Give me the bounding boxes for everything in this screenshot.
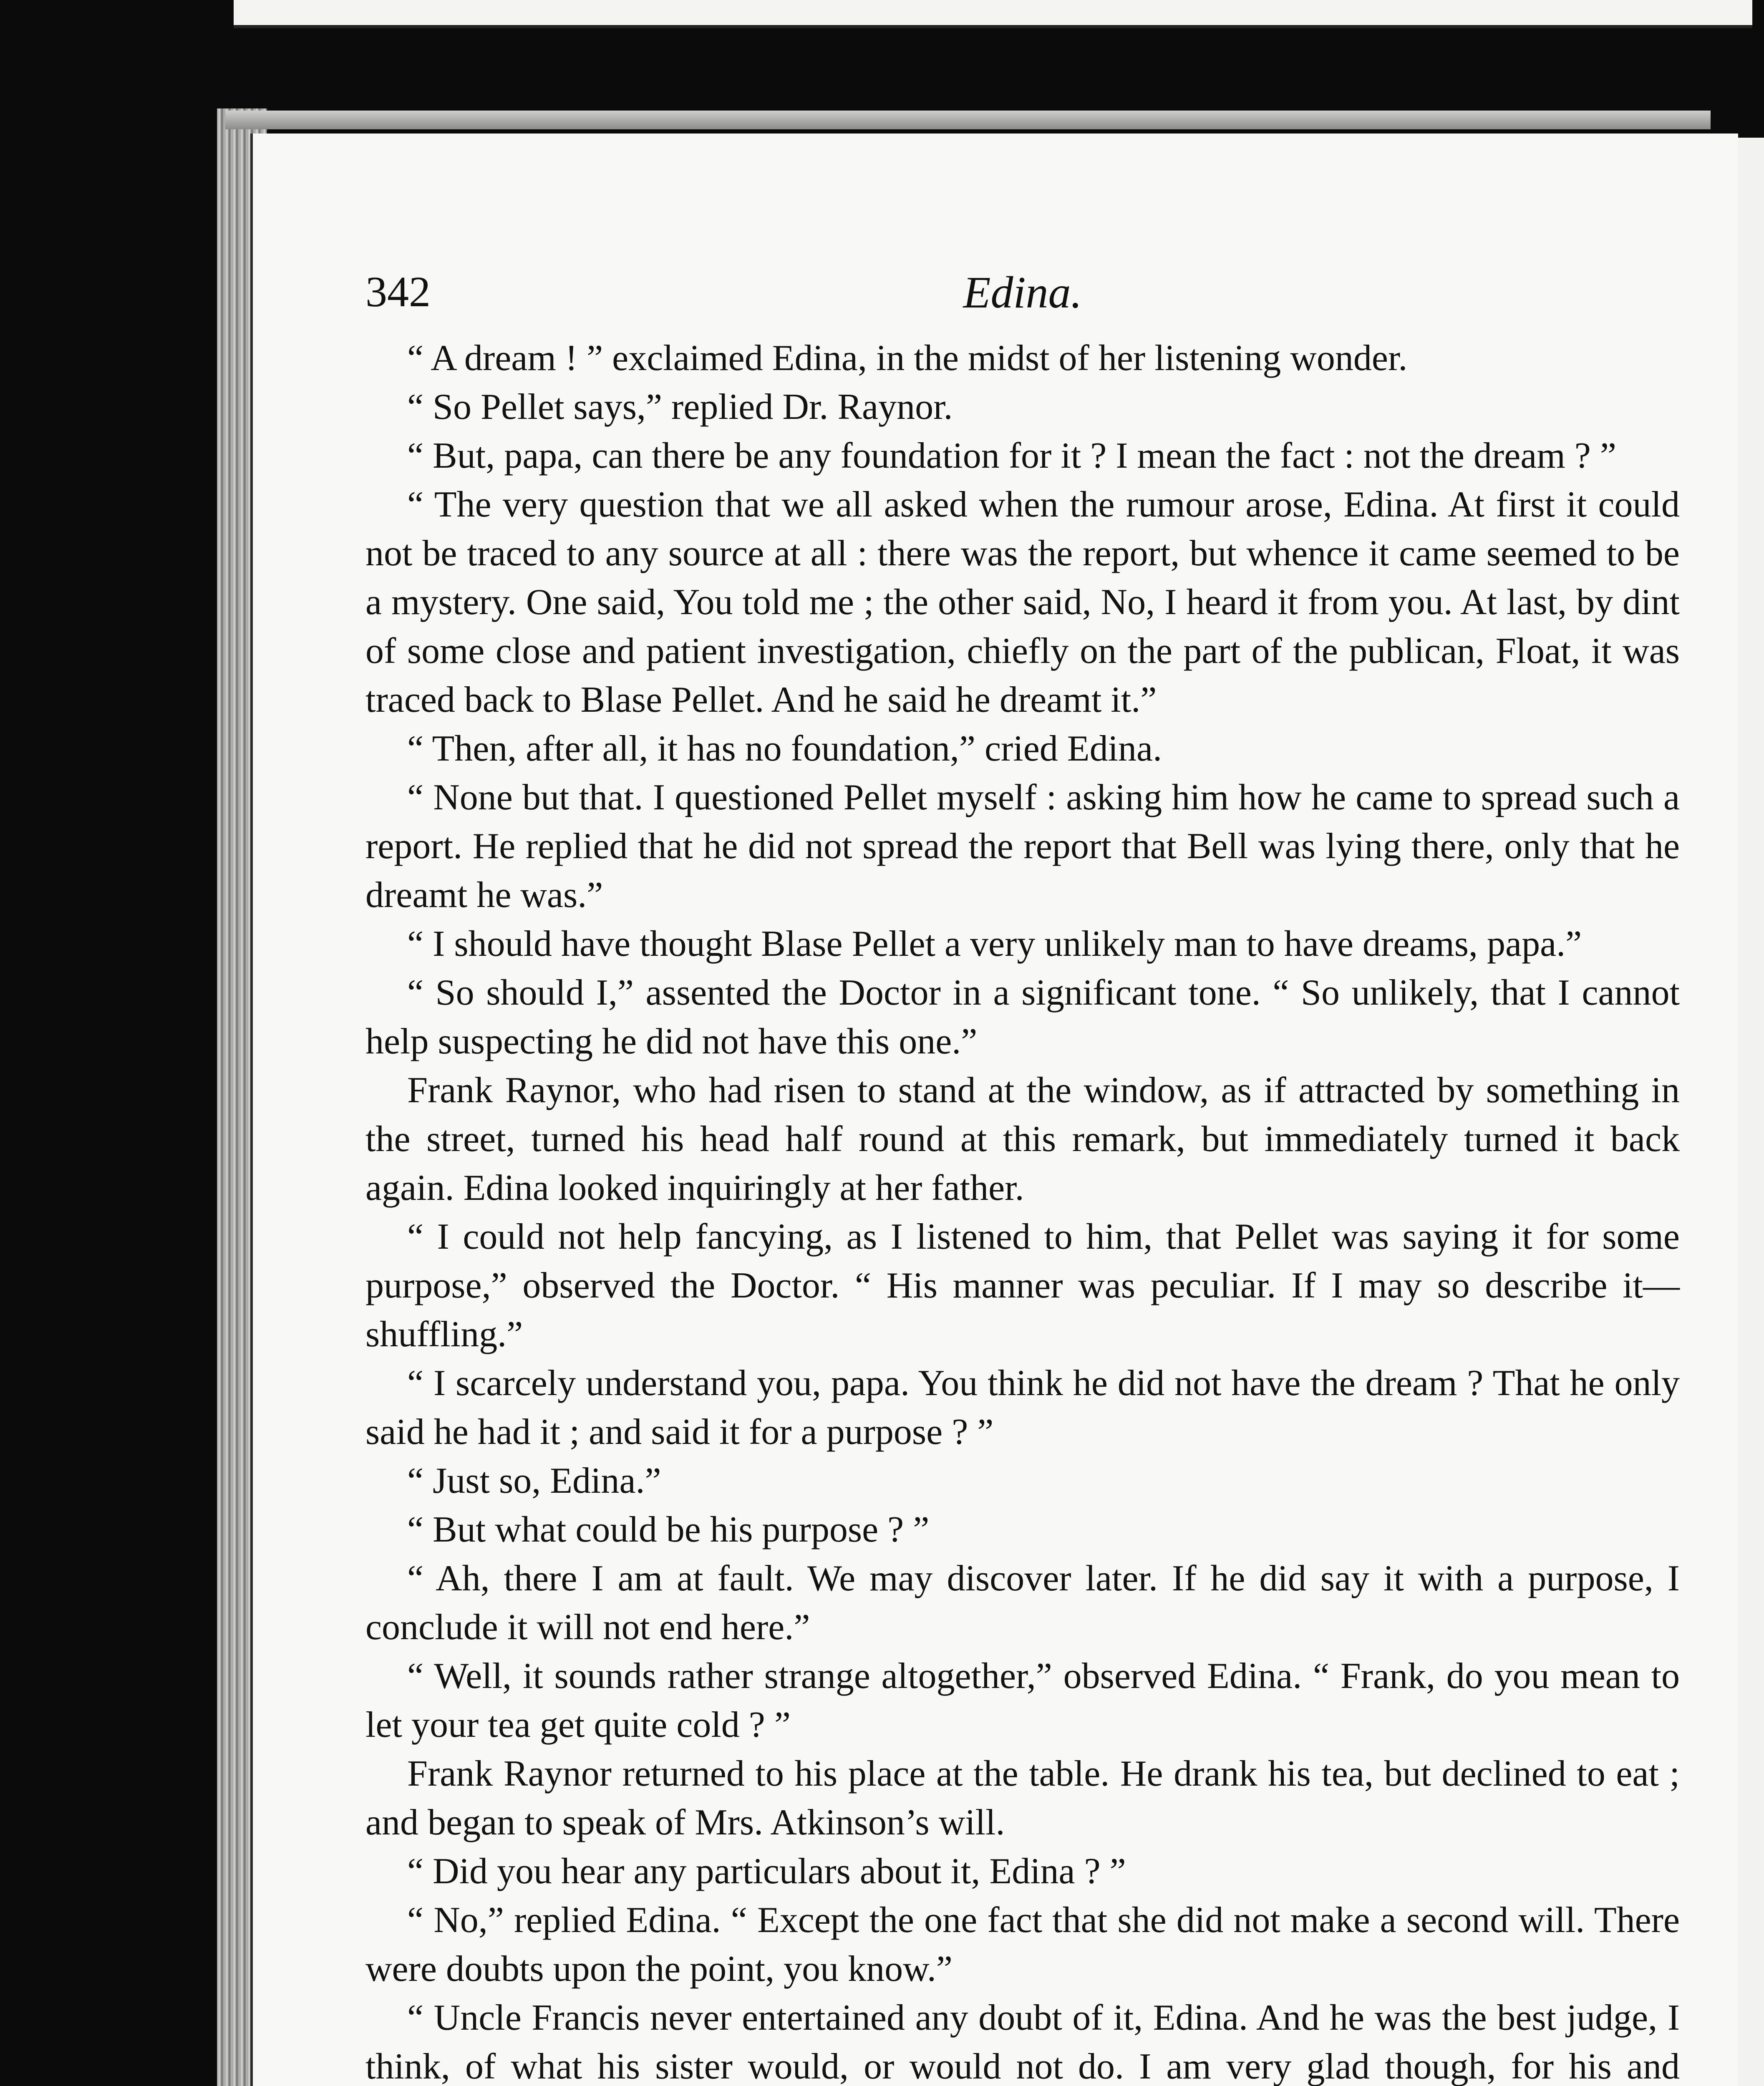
paragraph: “ I could not help fancying, as I listened to him, that Pellet was saying it for some purpose,” observed the Doctor. “ His manner was peculiar. If I may so describe it—shuffling.” [365,1217,1680,1355]
paragraph: “ No,” replied Edina. “ Except the one fact that she did not make a second will. There were doubts upon the point, you know.” [365,1900,1680,1989]
text-body [365,334,1680,2086]
paragraph: “ Ah, there I am at fault. We may discover later. If he did say it with a purpose, I conclude it will not end here.” [365,1558,1680,1648]
paragraph: Frank Raynor returned to his place at the table. He drank his tea, but declined to eat ; and began to speak of Mrs. Atkinson’s will. [365,1753,1680,1843]
paragraph: “ Well, it sounds rather strange altogether,” observed Edina. “ Frank, do you mean to let your tea get quite cold ? ” [365,1656,1680,1745]
paragraph: “ I scarcely understand you, papa. You think he did not have the dream ? That he only said he had it ; and said it for a purpose ? ” [365,1363,1680,1452]
paragraph: “ So Pellet says,” replied Dr. Raynor. [407,387,953,427]
paragraph: Frank Raynor, who had risen to stand at the window, as if attracted by something in the street, turned his head half round at this remark, but immediately turned it back again. Edina looked inquiringly at her father. [365,1070,1680,1208]
paragraph: “ But, papa, can there be any foundation for it ? I mean the fact : not the dream ? ” [407,436,1616,476]
book-page [250,134,1738,2086]
paragraph: “ The very question that we all asked when the rumour arose, Edina. At first it could not be traced to any source at all : there was the report, but whence it came seemed to be a mystery. One said, You told me ; the other said, No, I heard it from you. At last, by dint of some close and patient investigation, chiefly on the part of the publican, Float, it was traced back to Blase Pellet. And he said he dreamt it.” [365,484,1680,720]
running-title: Edina. [963,268,1082,317]
running-head [365,267,1680,338]
paragraph: “ Uncle Francis never entertained any doubt of it, Edina. And he was the best judge, I think, of what his sister would, or would not do. I am very glad though, for his and [365,1998,1680,2086]
paragraph: “ Then, after all, it has no foundation,” cried Edina. [407,728,1162,769]
paragraph: “ None but that. I questioned Pellet myself : asking him how he came to spread such a report. He replied that he did not spread the report that Bell was lying there, only that he dreamt he was.” [365,777,1680,915]
paragraph: “ So should I,” assented the Doctor in a significant tone. “ So unlikely, that I cannot help suspecting he did not have this one.” [365,972,1680,1062]
paragraph: “ I should have thought Blase Pellet a very unlikely man to have dreams, papa.” [407,924,1582,964]
scan-top-strip [234,0,1752,28]
page-number: 342 [365,268,431,316]
paragraph: “ A dream ! ” exclaimed Edina, in the midst of her listening wonder. [407,338,1408,378]
book-top-edge [225,111,1711,129]
paragraph: “ But what could be his purpose ? ” [407,1509,930,1550]
paragraph: “ Did you hear any particulars about it, Edina ? ” [407,1851,1126,1892]
paragraph: “ Just so, Edina.” [407,1461,661,1501]
